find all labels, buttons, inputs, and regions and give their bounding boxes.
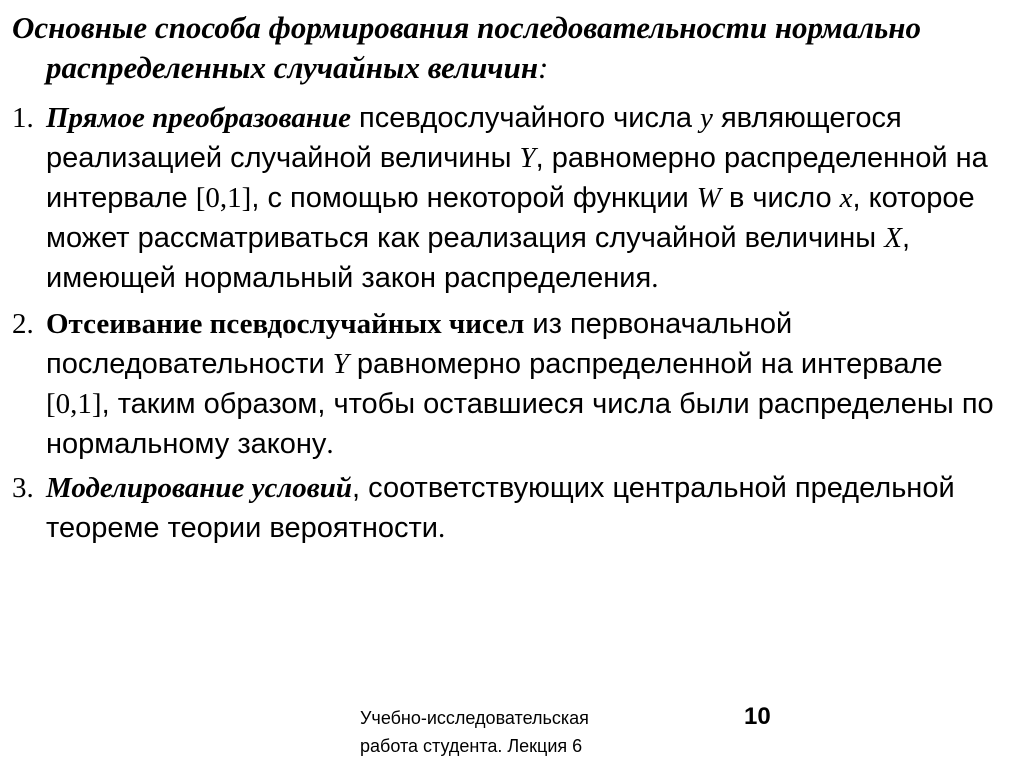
- list-item-rejection: 2. Отсеивание псевдослучайных чисел из первоначальной последовательности Y равномерно распределенной на интервале [0,1], таким образом, чтобы оставшиеся числа были распределены по нормальному закону.: [12, 304, 1012, 464]
- methods-list: [12, 98, 1012, 548]
- slide-title: [12, 8, 1012, 88]
- title-colon: :: [538, 50, 549, 85]
- item-number: 1.: [12, 102, 34, 134]
- math-var: Y: [519, 142, 536, 174]
- page-number: 10: [744, 703, 771, 730]
- interval: [0,1]: [46, 388, 102, 420]
- list-item-direct-transform: 1. Прямое преобразование псевдослучайного числа y являющегося реализацией случайной величины Y, равномерно распределенной на интервале [0,1], с помощью некоторой функции W в число x, которое может рассматриваться как реализация случайной величины X, имеющей нормальный закон распределения.: [12, 98, 1012, 298]
- item-lead: Отсеивание псевдослучайных чисел: [46, 308, 525, 340]
- math-var: W: [696, 182, 721, 214]
- footer-line-1: Учебно-исследовательская: [360, 708, 589, 728]
- slide-title-line-2: распределенных случайных величин:: [46, 50, 549, 85]
- item-number: 3.: [12, 472, 34, 504]
- footer-line-2: работа студента. Лекция 6: [360, 736, 583, 756]
- math-var: X: [884, 222, 902, 254]
- interval: [0,1]: [195, 182, 252, 214]
- list-item-modeling: 3. Моделирование условий, соответствующих центральной предельной теореме теории вероятности.: [12, 468, 1012, 548]
- math-var: x: [839, 182, 853, 214]
- math-var: y: [700, 102, 713, 134]
- footer-caption: [360, 704, 589, 760]
- slide-title-line-1: Основные способа формирования последовательности нормально: [12, 10, 922, 45]
- item-lead: Прямое преобразование: [46, 102, 351, 134]
- math-var: Y: [332, 348, 349, 380]
- item-lead: Моделирование условий: [46, 472, 352, 504]
- item-number: 2.: [12, 308, 34, 340]
